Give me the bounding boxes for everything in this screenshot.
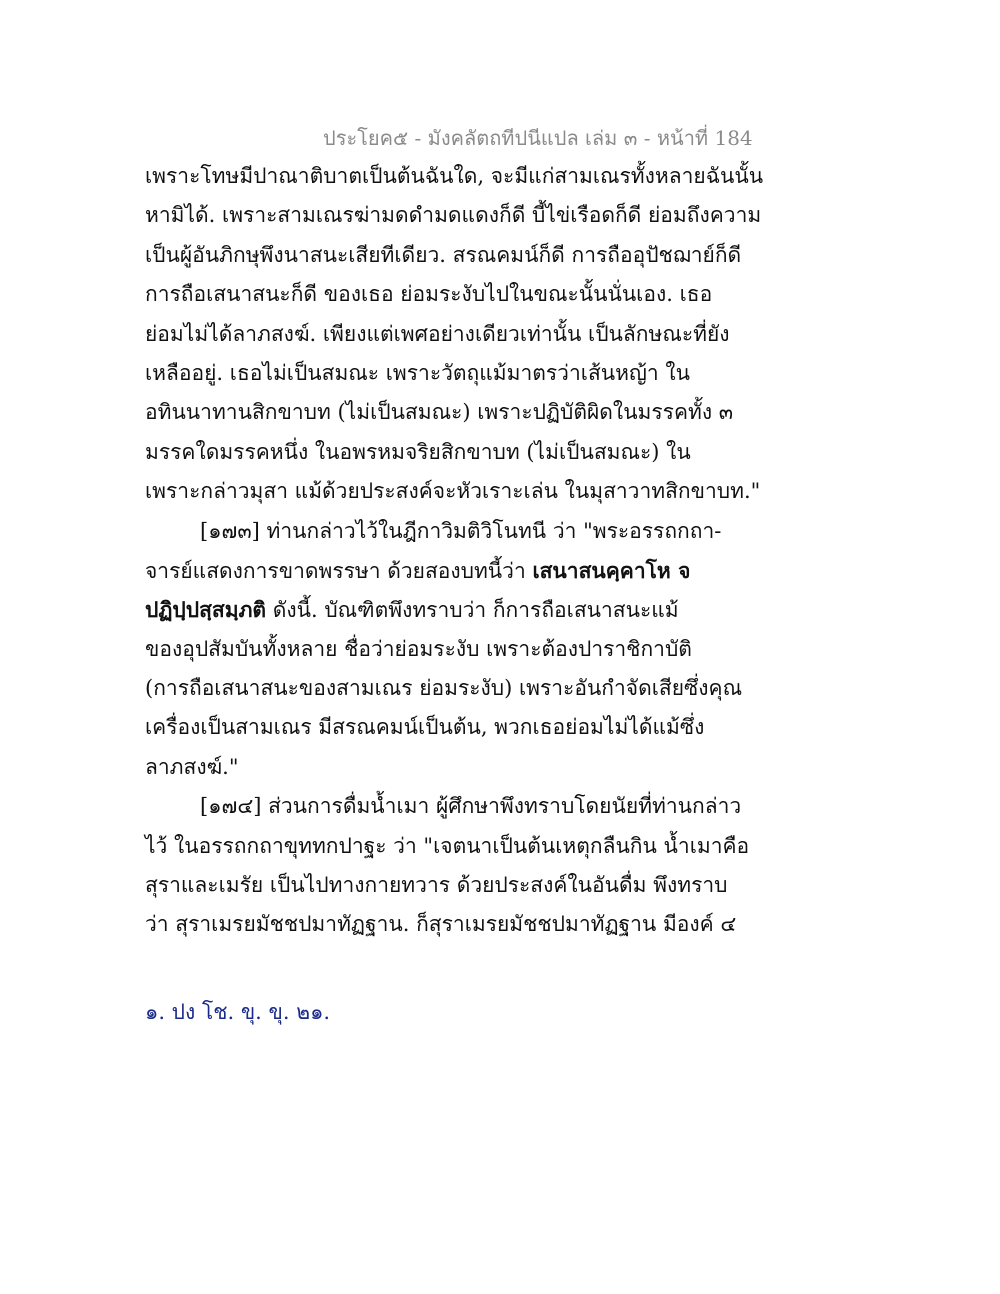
paragraph-start-line: [๑๗๔] ส่วนการดื่มน้ำเมา ผู้ศึกษาพึงทราบโดยนัยที่ท่านกล่าว (200, 794, 742, 819)
text-line: ลาภสงฆ์." (145, 754, 239, 779)
bold-pali-term: เสนาสนคฺคาโห จ (532, 557, 691, 583)
text-span: จารย์แสดงการขาดพรรษา ด้วยสองบทนี้ว่า (145, 558, 526, 583)
text-line: เป็นผู้อันภิกษุพึงนาสนะเสียทีเดียว. สรณคมน์ก็ดี การถืออุปัชฌาย์ก็ดี (145, 242, 742, 267)
text-line: เพราะกล่าวมุสา แม้ด้วยประสงค์จะหัวเราะเล่น ในมุสาวาทสิกขาบท." (145, 479, 761, 504)
body-text (145, 157, 764, 945)
text-line: ของอุปสัมบันทั้งหลาย ชื่อว่าย่อมระงับ เพราะต้องปาราชิกาบัติ (145, 636, 692, 661)
bold-pali-term: ปฏิปฺปสฺสมฺภติ (145, 597, 267, 623)
footnote: ๑. ปง โช. ขุ. ขุ. ๒๑. (145, 1000, 331, 1024)
text-line: สุราและเมรัย เป็นไปทางกายทวาร ด้วยประสงค์ในอันดื่ม พึงทราบ (145, 873, 728, 898)
text-line: เหลืออยู่. เธอไม่เป็นสมณะ เพราะวัตถุแม้มาตรว่าเส้นหญ้า ใน (145, 360, 690, 385)
text-line: ย่อมไม่ได้ลาภสงฆ์. เพียงแต่เพศอย่างเดียวเท่านั้น เป็นลักษณะที่ยัง (145, 321, 730, 346)
text-line: ว่า สุราเมรยมัชชปมาทัฏฐาน. ก็สุราเมรยมัชชปมาทัฏฐาน มีองค์ ๔ (145, 912, 737, 937)
text-line: ไว้ ในอรรถกถาขุททกปาฐะ ว่า "เจตนาเป็นต้นเหตุกลืนกิน น้ำเมาคือ (145, 833, 750, 858)
running-header: ประโยค๕ - มังคลัตถทีปนีแปล เล่ม ๓ - หน้าที่ 184 (323, 126, 753, 150)
text-line: (การถือเสนาสนะของสามเณร ย่อมระงับ) เพราะอันกำจัดเสียซึ่งคุณ (145, 676, 743, 701)
text-line: การถือเสนาสนะก็ดี ของเธอ ย่อมระงับไปในขณะนั้นนั่นเอง. เธอ (145, 282, 713, 307)
text-line: มรรคใดมรรคหนึ่ง ในอพรหมจริยสิกขาบท (ไม่เป็นสมณะ) ใน (145, 439, 691, 464)
text-line (145, 590, 705, 629)
text-line: เพราะโทษมีปาณาติบาตเป็นต้นฉันใด, จะมีแก่สามเณรทั้งหลายฉันนั้น (145, 164, 764, 188)
text-span: ดังนี้. บัณฑิตพึงทราบว่า ก็การถือเสนาสนะแม้ (272, 598, 679, 623)
text-line: หามิได้. เพราะสามเณรฆ่ามดดำมดแดงก็ดี บี้ไข่เรือดก็ดี ย่อมถึงความ (145, 203, 762, 228)
text-line: เครื่องเป็นสามเณร มีสรณคมน์เป็นต้น, พวกเธอย่อมไม่ได้แม้ซึ่ง (145, 715, 705, 740)
text-line: อทินนาทานสิกขาบท (ไม่เป็นสมณะ) เพราะปฏิบัติผิดในมรรคทั้ง ๓ (145, 400, 734, 425)
text-line (145, 551, 705, 590)
paragraph-start-line: [๑๗๓] ท่านกล่าวไว้ในฎีกาวิมติวิโนทนี ว่า "พระอรรถกถา- (200, 518, 722, 543)
